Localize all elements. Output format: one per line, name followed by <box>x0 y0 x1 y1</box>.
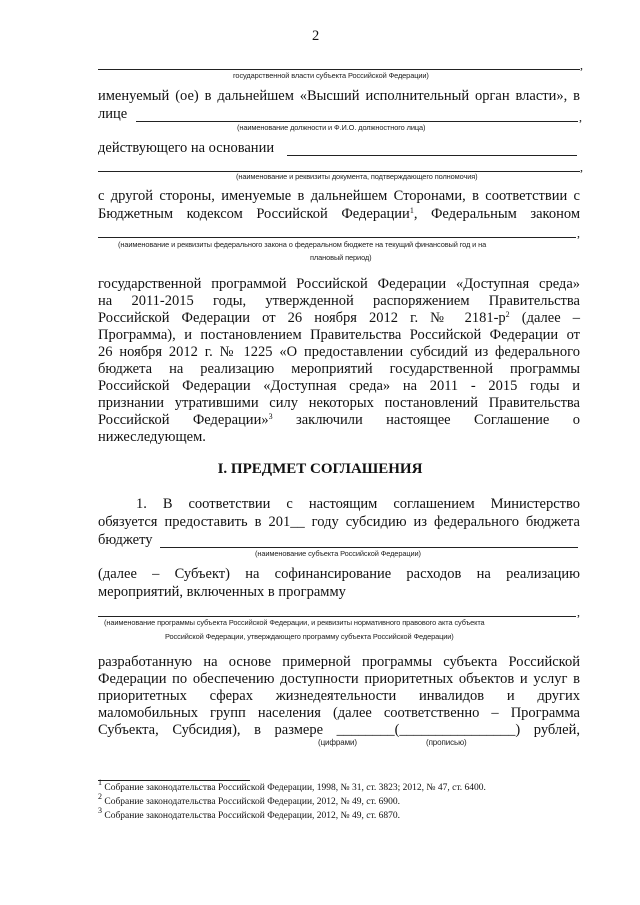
para-other-side-1: с другой стороны, именуемые в дальнейшем Сторонами, в соответствии с <box>98 188 580 204</box>
line-basis: действующего на основании <box>98 140 275 156</box>
caption-subject-program-1: (наименование программы субъекта Российской Федерации, и реквизиты нормативного правового акта субъекта <box>104 618 485 627</box>
para-item1-1: 1. В соответствии с настоящим соглашением Министерство <box>136 496 580 512</box>
para-item1-3: бюджету <box>98 532 153 548</box>
comma-mark: , <box>579 110 582 124</box>
para-developed <box>98 654 580 739</box>
para-program-line: на 2011-2015 годы, утвержденной распоряжением Правительства <box>98 293 580 309</box>
para-item1-2: обязуется предоставить в 201__ году субсидию из федерального бюджета <box>98 514 580 530</box>
para-program-line: признании утратившими силу некоторых постановлений Правительства <box>98 395 580 411</box>
para-program-line: бюджета на реализацию мероприятий государственной программы <box>98 361 580 377</box>
footnote-3: $^3$ Собрание законодательства Российской Федерации, 2012, № 49, ст. 6870. <box>98 806 401 821</box>
footnote-ref-1: 1 <box>409 206 414 215</box>
para-cofinancing-2: мероприятий, включенных в программу <box>98 584 346 600</box>
line-face: лице <box>98 106 128 122</box>
footnote-ref-2: 2 <box>505 310 510 319</box>
line-named: именуемый (ое) в дальнейшем «Высший исполнительный орган власти», в <box>98 88 580 104</box>
caption-words: (прописью) <box>426 738 467 747</box>
fill-line-face <box>136 121 578 122</box>
para-program-line: Российской Федерации»$^3$ заключили настоящее Соглашение о <box>98 412 580 428</box>
page-number: 2 <box>312 28 320 44</box>
para-program-line: нижеследующем. <box>98 429 206 445</box>
para-program-line: Российской Федерации «Доступная среда» на 2011 - 2015 годы и <box>98 378 580 394</box>
footnote-1: $^1$ Собрание законодательства Российской Федерации, 1998, № 31, ст. 3823; 2012, № 47, ст. 6400. <box>98 778 486 793</box>
caption-authority: государственной власти субъекта Российской Федерации) <box>233 71 429 80</box>
footnote-ref-3: 3 <box>268 412 273 421</box>
caption-subject: (наименование субъекта Российской Федерации) <box>255 549 421 558</box>
fill-line-subject <box>160 547 578 548</box>
comma-mark: , <box>580 160 583 174</box>
footnote-2: $^2$ Собрание законодательства Российской Федерации, 2012, № 49, ст. 6900. <box>98 792 401 807</box>
para-developed-line: Субъекта, Субсидия), в размере ________(________________) рублей, <box>98 722 580 738</box>
caption-position: (наименование должности и Ф.И.О. должностного лица) <box>237 123 426 132</box>
fill-line-federal-law <box>98 237 576 238</box>
footnote-text: Собрание законодательства Российской Федерации, 2012, № 49, ст. 6900. <box>104 797 401 807</box>
para-cofinancing-1: (далее – Субъект) на софинансирование расходов на реализацию <box>98 566 580 582</box>
comma-mark: , <box>577 605 580 619</box>
para-program-line: 26 ноября 2012 г. № 1225 «О предоставлении субсидий из федерального <box>98 344 580 360</box>
fill-line-basis <box>287 155 577 156</box>
para-program <box>98 276 580 446</box>
comma-mark: , <box>577 226 580 240</box>
fill-line-authority <box>98 69 580 70</box>
fill-line-subject-program <box>98 616 576 617</box>
para-developed-line: приоритетных сферах жизнедеятельности инвалидов и других <box>98 688 580 704</box>
caption-digits: (цифрами) <box>318 738 357 747</box>
para-other-side-2: Бюджетным кодексом Российской Федерации$^1$, Федеральным законом <box>98 206 580 222</box>
caption-subject-program-2: Российской Федерации, утверждающего программу субъекта Российской Федерации) <box>165 632 454 641</box>
para-program-line: Программа), и постановлением Правительства Российской Федерации от <box>98 327 580 343</box>
para-program-line: Российской Федерации от 26 ноября 2012 г. № $2181-р^2$ (далее – <box>98 310 580 326</box>
footnote-separator <box>98 780 250 781</box>
comma-mark: , <box>580 58 583 72</box>
caption-document: (наименование и реквизиты документа, подтверждающего полномочия) <box>236 172 478 181</box>
caption-federal-law-2: плановый период) <box>310 253 372 262</box>
para-program-line: государственной программой Российской Федерации «Доступная среда» <box>98 276 580 292</box>
para-developed-line: разработанную на основе примерной программы субъекта Российской <box>98 654 580 670</box>
footnote-text: Собрание законодательства Российской Федерации, 2012, № 49, ст. 6870. <box>104 811 401 821</box>
footnote-text: Собрание законодательства Российской Федерации, 1998, № 31, ст. 3823; 2012, № 47, ст. 6400. <box>104 783 486 793</box>
section-title: I. ПРЕДМЕТ СОГЛАШЕНИЯ <box>217 461 423 477</box>
para-developed-line: Федерации по обеспечению доступности приоритетных объектов и услуг в <box>98 671 580 687</box>
para-developed-line: маломобильных групп населения (далее соответственно – Программа <box>98 705 580 721</box>
caption-federal-law-1: (наименование и реквизиты федерального закона о федеральном бюджете на текущий финансовый год и на <box>118 240 487 249</box>
